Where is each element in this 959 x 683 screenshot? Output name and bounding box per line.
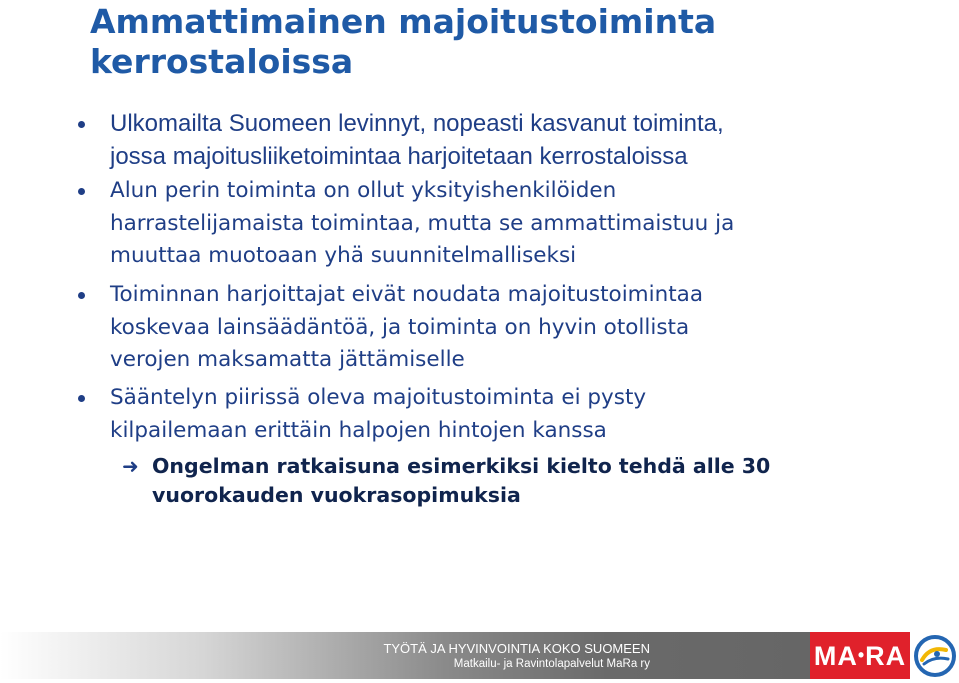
- sub-bullet-item: [122, 452, 932, 510]
- sub-bullet-line-2: vuorokauden vuokrasopimuksia: [152, 483, 521, 507]
- bullet-dot-icon: [78, 395, 85, 402]
- bullet-item-2: [110, 175, 910, 273]
- bullet-2-line-2: harrastelijamaista toimintaa, mutta se ammattimaistuu ja: [110, 210, 735, 236]
- emblem-logo-icon: [910, 632, 959, 679]
- logo-separator: •: [857, 645, 866, 665]
- slide-title-line-1: Ammattimainen majoitustoiminta: [90, 2, 717, 41]
- bullet-dot-icon: [78, 121, 85, 128]
- footer-slogan: TYÖTÄ JA HYVINVOINTIA KOKO SUOMEEN: [383, 641, 650, 656]
- bullet-4-line-2: kilpailemaan erittäin halpojen hintojen kanssa: [110, 417, 607, 443]
- bullet-2-line-3: muuttaa muotoaan yhä suunnitelmalliseksi: [110, 243, 577, 268]
- arrow-right-icon: ➜: [122, 454, 139, 478]
- bullet-1-line-2: jossa majoitusliiketoimintaa harjoitetaan kerrostaloissa: [110, 142, 688, 170]
- footer: [0, 632, 959, 679]
- logo-text-right: RA: [865, 641, 907, 671]
- bullet-2-line-1: Alun perin toiminta on ollut yksityishenkilöiden: [110, 178, 617, 203]
- bullet-item-3: [110, 279, 910, 377]
- mara-logo: [810, 632, 910, 679]
- bullet-1-line-1: Ulkomailta Suomeen levinnyt, nopeasti kasvanut toiminta,: [110, 110, 724, 137]
- bullet-4-line-1: Sääntelyn piirissä oleva majoitustoiminta ei pysty: [110, 385, 647, 410]
- emblem-swirl-icon: [910, 632, 959, 679]
- bullet-3-line-3: verojen maksamatta jättämiselle: [110, 347, 465, 372]
- bullet-3-line-1: Toiminnan harjoittajat eivät noudata majoitustoimintaa: [110, 282, 703, 307]
- bullet-item-4: [110, 382, 910, 447]
- logo-text-left: MA: [813, 641, 858, 671]
- bullet-dot-icon: [78, 292, 85, 299]
- footer-organization: Matkailu- ja Ravintolapalvelut MaRa ry: [453, 658, 650, 670]
- footer-band: [0, 632, 810, 679]
- bullet-3-line-2: koskevaa lainsäädäntöä, ja toiminta on hyvin otollista: [110, 314, 690, 340]
- sub-bullet-line-1: Ongelman ratkaisuna esimerkiksi kielto tehdä alle 30: [152, 454, 771, 478]
- bullet-item-1: [110, 108, 910, 173]
- slide-title-line-2: kerrostaloissa: [90, 42, 354, 81]
- bullet-dot-icon: [78, 188, 85, 195]
